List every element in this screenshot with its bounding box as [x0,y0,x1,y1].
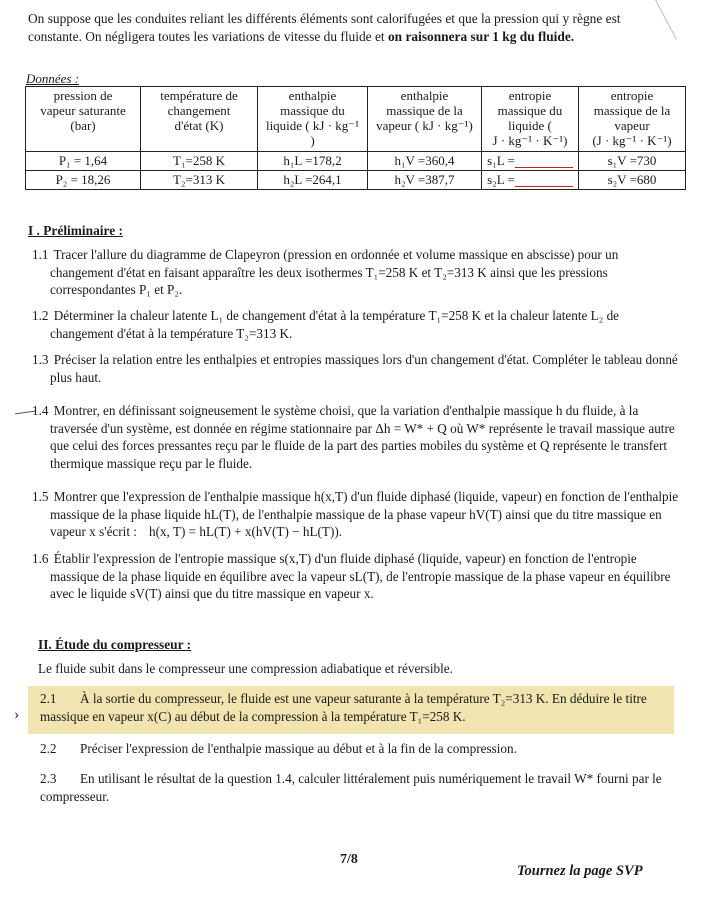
question-1-2: 1.2 Déterminer la chaleur latente L₁ de changement d'état à la température T₁=258 K et la chaleur latente L₂ de changement d'état à la température T₂=313 K. [32,308,620,341]
question-1-4: 1.4 Montrer, en définissant soigneusement le système choisi, que la variation d'enthalpie massique h du fluide, à la traversée d'un système, est donnée en régime stationnaire par Δh = W* + Q où W* représente le travail massique autre que celui des forces pressantes reçu par le fluide de la part des parties mobiles du système et Q représente le transfert thermique massique reçu par le fluide. [32,403,675,471]
turn-page-note: Tournez la page SVP [517,863,643,879]
question-1-6: 1.6 Établir l'expression de l'entropie massique s(x,T) d'un fluide diphasé (liquide, vapeur) en fonction de l'entropie massique de la phase liquide en équilibre avec la vapeur sL(T), de l'entropie massique de la phase vapeur en équilibre avec le liquide sV(T) ainsi que du titre massique en vapeur x. [32,551,671,601]
table-header-row [26,87,686,152]
intro-text: On suppose que les conduites reliant les différents éléments sont calorifugées et que la pression qui y règne est constante. On négligera toutes les variations de vitesse du fluide et [28,11,621,44]
cell-s-vapor: s₂V =680 [579,171,686,190]
section-2-title: II. Étude du compresseur : [38,637,192,652]
intro-paragraph [28,10,658,46]
margin-arrow-mark: › [14,706,20,723]
enthalpy-formula: h(x, T) = hL(T) + x(hV(T) − hL(T)). [148,524,343,539]
question-2-3: 2.3 En utilisant le résultat de la question 1.4, calculer littéralement puis numériquement le travail W* fourni par le compresseur. [40,771,662,804]
intro-bold-text: on raisonnera sur 1 kg du fluide. [387,29,575,44]
cell-temperature: T₂=313 K [141,171,258,190]
data-table [25,86,686,190]
table-row [26,171,686,190]
fill-in-blank[interactable] [515,156,573,168]
question-2-2: 2.2 Préciser l'expression de l'enthalpie massique au début et à la fin de la compression. [40,741,517,756]
cell-h-vapor: h₂V =387,7 [368,171,482,190]
cell-s-vapor: s₁V =730 [579,152,686,171]
cell-h-liquid: h₁L =178,2 [258,152,368,171]
cell-pressure: P₁ = 1,64 [26,152,141,171]
cell-h-vapor: h₁V =360,4 [368,152,482,171]
cell-s-liquid[interactable]: s₂L = [482,171,579,190]
header-s-liquid: entropie massique du liquide ( J · kg⁻¹ · K⁻¹) [482,87,579,152]
donnees-label: Données : [26,71,80,86]
page-number: 7/8 [340,852,358,867]
section-2-intro: Le fluide subit dans le compresseur une compression adiabatique et réversible. [38,661,453,676]
question-1-5: 1.5 Montrer que l'expression de l'enthalpie massique h(x,T) d'un fluide diphasé (liquide, vapeur) en fonction de l'enthalpie massique de la phase liquide hL(T), de l'enthalpie massique de la phase vapeur hV(T) ainsi que du titre massique en vapeur x s'écrit : h(x, T) = hL(T) + x(hV(T) − hL(T)). [32,489,679,539]
question-1-1: 1.1 Tracer l'allure du diagramme de Clapeyron (pression en ordonnée et volume massique en abscisse) pour un changement d'état en faisant apparaître les deux isothermes T₁=258 K et T₂=313 K ainsi que les pressions correspondantes P₁ et P₂. [32,247,619,297]
header-pressure: pression de vapeur saturante (bar) [26,87,141,152]
header-s-vapor: entropie massique de la vapeur (J · kg⁻¹ · K⁻¹) [579,87,686,152]
question-1-3: 1.3 Préciser la relation entre les enthalpies et entropies massiques lors d'un changement d'état. Compléter le tableau donné plus haut. [32,352,678,385]
table-row [26,152,686,171]
scan-artifact-line [655,0,677,40]
cell-pressure: P₂ = 18,26 [26,171,141,190]
cell-s-liquid[interactable]: s₁L = [482,152,579,171]
cell-temperature: T₁=258 K [141,152,258,171]
header-h-liquid: enthalpie massique du liquide ( kJ · kg⁻¹ ) [258,87,368,152]
header-temperature: température de changement d'état (K) [141,87,258,152]
question-2-1: 2.1 À la sortie du compresseur, le fluide est une vapeur saturante à la température T₂=313 K. En déduire le titre massique en vapeur x(C) au début de la compression à la température T₁=258 K. [40,691,647,724]
cell-h-liquid: h₂L =264,1 [258,171,368,190]
fill-in-blank[interactable] [515,175,573,187]
header-h-vapor: enthalpie massique de la vapeur ( kJ · kg⁻¹) [368,87,482,152]
section-1-title: I . Préliminaire : [28,223,123,238]
